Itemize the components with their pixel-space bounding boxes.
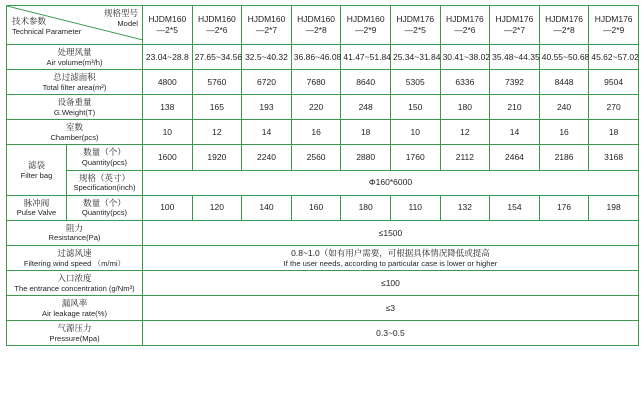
row-label-en: Resistance(Pa): [48, 233, 101, 243]
sub-label-en: Quantity(pcs): [81, 158, 128, 168]
table-row-filtering-wind-speed: [7, 245, 639, 270]
cell-value-full: [143, 245, 639, 270]
table-row-chamber: [7, 120, 639, 145]
value-line1: 30.41~: [442, 51, 469, 62]
value-line2: 40.32: [266, 51, 288, 62]
row-label-en: G.Weight(T): [53, 107, 96, 117]
row-label: [7, 296, 143, 321]
cell-value: 3168: [589, 145, 639, 170]
model-name-line1: HJDM160: [197, 14, 236, 25]
row-label-en: Pressure(Mpa): [49, 333, 100, 343]
model-header-cell: [341, 6, 391, 45]
cell-value: 10: [390, 120, 440, 145]
row-label-cn: 阻力: [65, 222, 83, 233]
model-name-line1: HJDM176: [594, 14, 633, 25]
row-label-en: Chamber(pcs): [50, 132, 99, 142]
cell-value: 8448: [539, 70, 589, 95]
model-name-line2: —2*8: [553, 25, 575, 35]
cell-value: 16: [539, 120, 589, 145]
cell-value-full: ≤100: [143, 270, 639, 295]
cell-value: 210: [490, 95, 540, 120]
cell-value: [242, 45, 292, 70]
model-header-cell: [440, 6, 490, 45]
model-name-line1: HJDM176: [396, 14, 435, 25]
cell-value: 180: [440, 95, 490, 120]
model-name-line1: HJDM160: [346, 14, 385, 25]
model-name-line1: HJDM176: [495, 14, 534, 25]
cell-value: 9504: [589, 70, 639, 95]
row-label-cn: 气源压力: [57, 323, 92, 334]
row-label-en: Air volume(m³/h): [46, 57, 103, 67]
row-label: [7, 120, 143, 145]
row-label-cn: 滤袋: [27, 159, 45, 170]
cell-value: 2464: [490, 145, 540, 170]
cell-value: 176: [539, 195, 589, 220]
model-header-cell: [192, 6, 242, 45]
row-label-en: The entrance concentration (g/Nm³): [14, 283, 135, 293]
sub-label-en: Specification(inch): [73, 183, 136, 193]
cell-value: 18: [341, 120, 391, 145]
cell-value: 12: [440, 120, 490, 145]
cell-value: 120: [192, 195, 242, 220]
row-label-cn: 入口浓度: [57, 272, 92, 283]
cell-value: [143, 45, 193, 70]
cell-value: [291, 45, 341, 70]
cell-value: 270: [589, 95, 639, 120]
model-name-line1: HJDM176: [545, 14, 583, 25]
cell-value-spec: Φ160*6000: [143, 170, 639, 195]
value-line1: 40.55~: [541, 51, 568, 62]
cell-value: [341, 45, 391, 70]
model-name-line2: —2*6: [206, 25, 228, 35]
model-header-cell: [490, 6, 540, 45]
cell-value: 138: [143, 95, 193, 120]
cell-value: 2880: [341, 145, 391, 170]
cell-value: 100: [143, 195, 193, 220]
row-label-en: Total filter area(m²): [42, 82, 107, 92]
model-name-line2: —2*5: [404, 25, 426, 35]
cell-value: 110: [390, 195, 440, 220]
model-name-line1: HJDM160: [297, 14, 335, 25]
table-row-filter-bag-quantity: [7, 145, 639, 170]
sub-label-cn: 规格（英寸）: [78, 172, 130, 183]
cell-value: 7680: [291, 70, 341, 95]
sub-label-cn: 数量（个）: [83, 147, 126, 158]
cell-value: 18: [589, 120, 639, 145]
value-line2: 38.02: [468, 51, 491, 62]
cell-value: 198: [589, 195, 639, 220]
cell-value: 8640: [341, 70, 391, 95]
cell-value: 140: [242, 195, 292, 220]
model-header-cell: [242, 6, 292, 45]
table-row-pressure: [7, 321, 639, 346]
cell-value: 14: [242, 120, 292, 145]
row-label-filter-bag: [7, 145, 67, 195]
cell-value: 220: [291, 95, 341, 120]
cell-value: 5760: [192, 70, 242, 95]
model-name-line1: HJDM160: [247, 14, 286, 25]
sub-label-quantity: [67, 195, 143, 220]
value-line2: 28.8: [172, 51, 189, 62]
row-label-cn: 处理风量: [57, 47, 92, 57]
value-line1: 41.47~: [343, 51, 370, 62]
sub-label-cn: 数量（个）: [83, 197, 126, 208]
model-header-cell: [390, 6, 440, 45]
row-label-pulse-valve: [7, 195, 67, 220]
cell-value: 240: [539, 95, 589, 120]
header-model-cn: 规格型号: [103, 8, 138, 18]
row-label-cn: 漏风率: [61, 298, 88, 309]
row-label: [7, 245, 143, 270]
cell-value: [440, 45, 490, 70]
table-row-total-filter-area: [7, 70, 639, 95]
model-header-cell: [291, 6, 341, 45]
model-header-cell: [143, 6, 193, 45]
sub-label-quantity: [67, 145, 143, 170]
table-row-air-leakage-rate: [7, 296, 639, 321]
cell-value: 2560: [291, 145, 341, 170]
sub-label-en: Quantity(pcs): [81, 208, 128, 218]
cell-value: 2240: [242, 145, 292, 170]
cell-value: 160: [291, 195, 341, 220]
row-label-cn: 脉冲阀: [23, 197, 50, 208]
row-label: [7, 220, 143, 245]
value-line1: 23.04~: [145, 51, 173, 62]
cell-value: 12: [192, 120, 242, 145]
cell-value: 7392: [490, 70, 540, 95]
model-header-cell: [589, 6, 639, 45]
value-line1: 0.8~1.0（如有用户需要，可根据具体情况降低或提高: [291, 247, 490, 258]
value-line2: If the user needs, according to particular case is lower or higher: [283, 258, 498, 268]
model-name-line2: —2*7: [255, 25, 278, 35]
table-row-weight: [7, 95, 639, 120]
row-label-en: Filtering wind speed （m/mi）: [23, 258, 126, 268]
header-model-en: Model: [117, 19, 138, 28]
row-label: [7, 321, 143, 346]
value-line1: 45.62~: [591, 51, 618, 62]
model-name-line2: —2*5: [156, 25, 178, 35]
value-line1: 27.65~: [194, 51, 221, 62]
cell-value: 1760: [390, 145, 440, 170]
header-param-cn: 技术参数: [12, 16, 47, 26]
cell-value: 6720: [242, 70, 292, 95]
row-label: [7, 45, 143, 70]
model-name-line1: HJDM176: [445, 14, 484, 25]
cell-value: 10: [143, 120, 193, 145]
model-name-line2: —2*6: [454, 25, 476, 35]
table-row-resistance: [7, 220, 639, 245]
header-corner-cell: [7, 6, 143, 45]
model-header-cell: [539, 6, 589, 45]
cell-value: [589, 45, 639, 70]
cell-value-full: ≤1500: [143, 220, 639, 245]
cell-value: 150: [390, 95, 440, 120]
table-row-air-volume: [7, 45, 639, 70]
value-line2: 31.84: [419, 51, 441, 62]
value-line1: 32.5~: [245, 51, 267, 62]
row-label-en: Pulse Valve: [16, 208, 57, 218]
value-line2: 57.02: [617, 51, 639, 62]
cell-value: 2112: [440, 145, 490, 170]
cell-value: 193: [242, 95, 292, 120]
table-row-pulse-valve: [7, 195, 639, 220]
cell-value: 4800: [143, 70, 193, 95]
cell-value: 6336: [440, 70, 490, 95]
model-name-line2: —2*9: [355, 25, 377, 35]
cell-value: 1600: [143, 145, 193, 170]
cell-value: 14: [490, 120, 540, 145]
value-line2: 34.56: [220, 51, 243, 62]
cell-value: [539, 45, 589, 70]
cell-value: 154: [490, 195, 540, 220]
cell-value: 132: [440, 195, 490, 220]
row-label: [7, 70, 143, 95]
value-line1: 35.48~: [492, 51, 519, 62]
value-line2: 46.08: [320, 51, 342, 62]
header-param-en: Technical Parameter: [12, 27, 82, 36]
cell-value: 165: [192, 95, 242, 120]
value-line2: 51.84: [369, 51, 391, 62]
value-line2: 44.35: [518, 51, 540, 62]
value-line1: 36.86~: [293, 51, 321, 62]
model-name-line2: —2*7: [503, 25, 526, 35]
model-name-line2: —2*8: [305, 25, 327, 35]
cell-value: 2186: [539, 145, 589, 170]
cell-value: [192, 45, 242, 70]
value-line2: 50.68: [568, 51, 590, 62]
specification-table: [6, 5, 639, 346]
cell-value-full: ≤3: [143, 296, 639, 321]
cell-value: [390, 45, 440, 70]
model-name-line1: HJDM160: [148, 14, 187, 25]
cell-value: 1920: [192, 145, 242, 170]
row-label-cn: 设备重量: [57, 97, 92, 108]
table-header-row: [7, 6, 639, 45]
cell-value-full: 0.3~0.5: [143, 321, 639, 346]
row-label-en: Air leakage rate(%): [42, 308, 107, 318]
cell-value: 248: [341, 95, 391, 120]
row-label-cn: 过滤风速: [57, 247, 92, 258]
table-row-entrance-concentration: [7, 270, 639, 295]
row-label: [7, 95, 143, 120]
cell-value: [490, 45, 540, 70]
value-line1: 25.34~: [392, 51, 420, 62]
row-label-cn: 总过滤面积: [53, 72, 96, 83]
model-name-line2: —2*9: [603, 25, 625, 35]
row-label-en: Filter bag: [20, 170, 53, 180]
cell-value: 16: [291, 120, 341, 145]
table-row-filter-bag-spec: [7, 170, 639, 195]
cell-value: 180: [341, 195, 391, 220]
cell-value: 5305: [390, 70, 440, 95]
row-label-cn: 室数: [65, 122, 83, 133]
sub-label-specification: [67, 170, 143, 195]
row-label: [7, 270, 143, 295]
